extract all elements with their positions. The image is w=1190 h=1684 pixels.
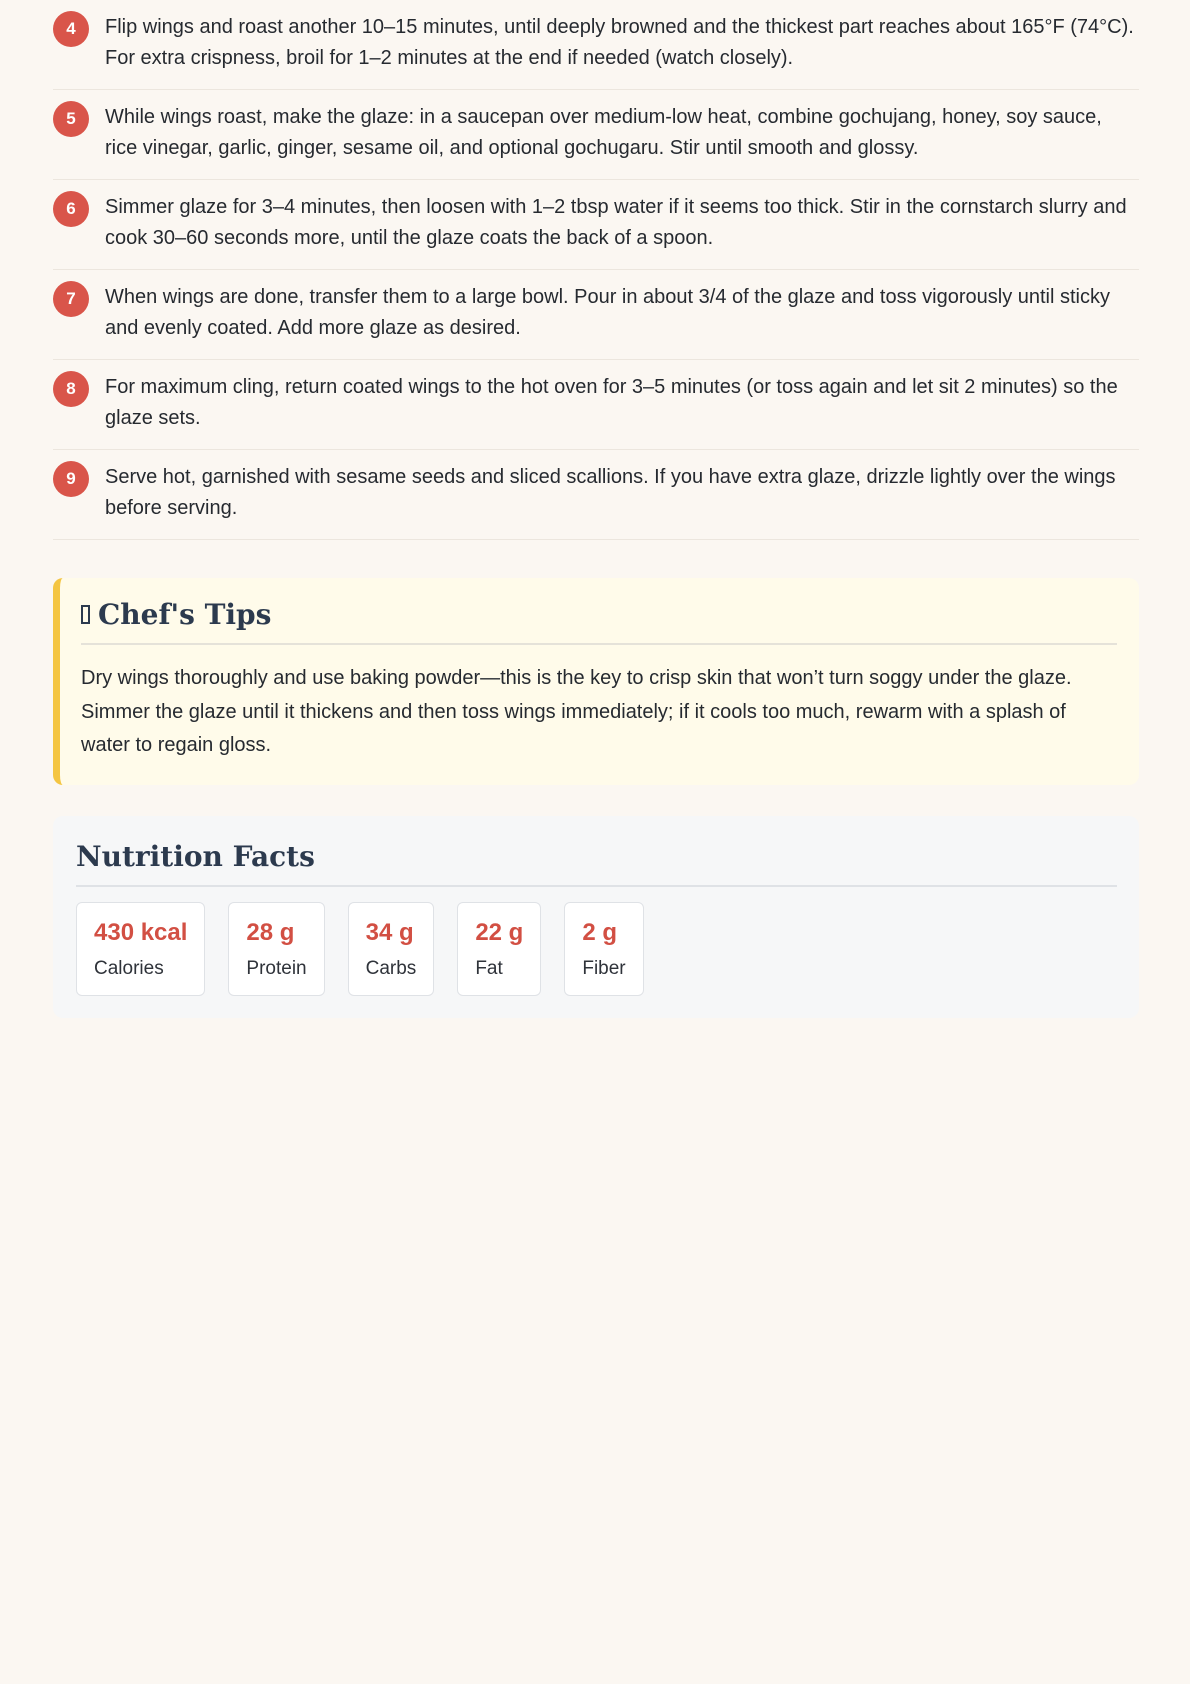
instruction-step xyxy=(53,360,1139,450)
nutrition-card-calories xyxy=(76,902,205,996)
step-text: For maximum cling, return coated wings to the hot oven for 3–5 minutes (or toss again and let sit 2 minutes) so the glaze sets. xyxy=(105,376,1118,429)
nutrition-card-carbs xyxy=(348,902,435,996)
chefs-tips-title: Chef's Tips xyxy=(98,598,272,631)
step-number-badge: 7 xyxy=(53,281,89,317)
instructions-list xyxy=(53,0,1139,540)
nutrition-label: Calories xyxy=(94,957,164,979)
nutrition-card-fiber xyxy=(564,902,643,996)
step-text: When wings are done, transfer them to a large bowl. Pour in about 3/4 of the glaze and toss vigorously until sticky and evenly coated. Add more glaze as desired. xyxy=(105,286,1110,339)
nutrition-label: Fiber xyxy=(582,957,626,979)
chefs-tips-panel xyxy=(53,578,1139,785)
nutrition-label: Protein xyxy=(246,957,307,979)
step-number-badge: 4 xyxy=(53,11,89,47)
instruction-step xyxy=(53,180,1139,270)
nutrition-label: Fat xyxy=(475,957,503,979)
instruction-step xyxy=(53,0,1139,90)
chefs-tips-heading xyxy=(81,598,1117,645)
missing-glyph-icon xyxy=(81,605,90,624)
step-text: While wings roast, make the glaze: in a saucepan over medium-low heat, combine gochujang, honey, soy sauce, rice vinegar, garlic, ginger, sesame oil, and optional gochugaru. Stir until smooth and glossy. xyxy=(105,106,1102,159)
recipe-page xyxy=(53,0,1139,1018)
step-text: Simmer glaze for 3–4 minutes, then loosen with 1–2 tbsp water if it seems too thick. Stir in the cornstarch slurry and cook 30–60 seconds more, until the glaze coats the back of a spoon. xyxy=(105,196,1127,249)
nutrition-value: 22 g xyxy=(475,918,524,946)
nutrition-card-fat xyxy=(457,902,541,996)
instruction-step xyxy=(53,270,1139,360)
nutrition-value: 34 g xyxy=(365,918,414,946)
nutrition-card-protein xyxy=(228,902,324,996)
step-number-badge: 6 xyxy=(53,191,89,227)
instruction-step xyxy=(53,450,1139,540)
nutrition-facts-title: Nutrition Facts xyxy=(76,840,1117,887)
chefs-tips-text: Dry wings thoroughly and use baking powder—this is the key to crisp skin that won’t turn soggy under the glaze. Simmer the glaze until it thickens and then toss wings immediately; if it cools too much, rewarm with a splash of water to regain gloss. xyxy=(81,667,1072,756)
nutrition-grid xyxy=(76,902,1117,996)
step-number-badge: 5 xyxy=(53,101,89,137)
nutrition-facts-panel xyxy=(53,816,1139,1018)
step-text: Flip wings and roast another 10–15 minutes, until deeply browned and the thickest part reaches about 165°F (74°C). For extra crispness, broil for 1–2 minutes at the end if needed (watch closely). xyxy=(105,16,1134,69)
step-number-badge: 8 xyxy=(53,371,89,407)
nutrition-value: 28 g xyxy=(246,918,295,946)
nutrition-value: 2 g xyxy=(582,918,618,946)
instruction-step xyxy=(53,90,1139,180)
nutrition-label: Carbs xyxy=(365,957,417,979)
step-text: Serve hot, garnished with sesame seeds and sliced scallions. If you have extra glaze, drizzle lightly over the wings before serving. xyxy=(105,466,1116,519)
nutrition-value: 430 kcal xyxy=(94,918,188,946)
step-number-badge: 9 xyxy=(53,461,89,497)
